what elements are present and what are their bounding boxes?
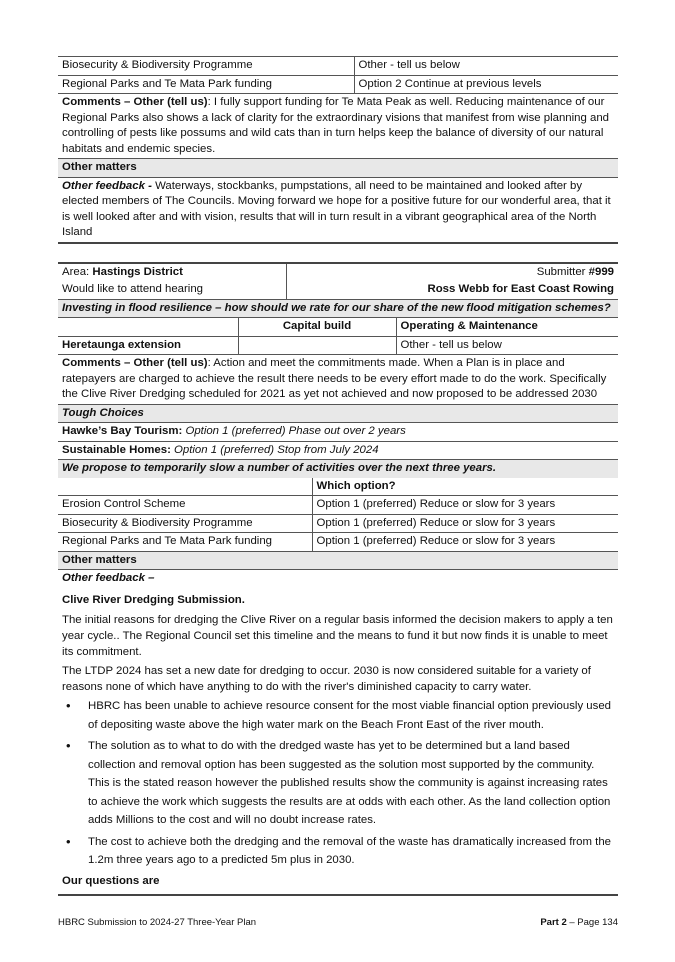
heretaunga-label: Heretaunga extension xyxy=(58,336,238,355)
other-matters-heading: Other matters xyxy=(58,552,618,571)
table-row xyxy=(58,57,618,76)
paragraph-2: The LTDP 2024 has set a new date for dredging to occur. 2030 is now considered suitable for a variety of reasons none of which have anything to do with the river's diminished capacity to carry water. xyxy=(62,665,591,693)
feedback-label: Other feedback - xyxy=(62,179,156,192)
capital-build-header: Capital build xyxy=(238,318,396,336)
empty-header-cell xyxy=(58,478,312,496)
comments-text: : Action and meet the commitments made. When a Plan is in place and ratepayers are charged to achieve the result there needs to be every effort made to do the work. Specifically the Clive River Dredging scheduled for 2021 as yet not achieved and now proposed to be addressed 2030 xyxy=(62,357,607,400)
table-row xyxy=(58,318,618,336)
list-item: • The solution as to what to do with the dredged waste has yet to be determined but a land based collection and removal option has been suggested as the solution most supported by the community. This is the stated reason however the published results show the community is against increasing rates to achieve the work which suggests the results are at odds with each other. As the land collection option adds Millions to the cost and will no doubt increase rates. xyxy=(88,737,614,830)
other-feedback-block xyxy=(58,178,618,244)
slow-question: We propose to temporarily slow a number of activities over the next three years. xyxy=(58,460,618,478)
activity-label: Biosecurity & Biodiversity Programme xyxy=(58,57,354,76)
comments-block xyxy=(58,94,618,159)
table-row xyxy=(58,336,618,355)
table-row xyxy=(58,478,618,496)
questions-heading: Our questions are xyxy=(62,874,160,887)
activity-label: Biosecurity & Biodiversity Programme xyxy=(58,514,312,533)
document-page xyxy=(58,56,618,896)
other-feedback-label: Other feedback – xyxy=(62,572,155,584)
other-matters-heading: Other matters xyxy=(58,159,618,178)
footer-title: HBRC Submission to 2024-27 Three-Year Plan xyxy=(58,917,257,928)
comments-block xyxy=(58,355,618,405)
issues-list xyxy=(62,697,614,870)
tourism-row xyxy=(58,423,618,442)
tough-choices-heading: Tough Choices xyxy=(58,405,618,424)
tourism-value: Option 1 (preferred) Phase out over 2 years xyxy=(185,425,406,437)
comments-text: : I fully support funding for Te Mata Peak as well. Reducing maintenance of our Regional Parks also shows a lack of clarity for the extraordinary visions that manifest from wise planning and controlling of pests like possums and wild cats than in turn helps keep the balance of diversity of our natural habitats and endemic species. xyxy=(62,96,610,155)
footer-page: – Page 134 xyxy=(566,917,618,928)
activity-option: Other - tell us below xyxy=(354,57,618,76)
footer-part: Part 2 xyxy=(540,917,567,928)
options-table-2 xyxy=(58,478,618,552)
submitter-cell xyxy=(286,263,618,282)
activity-option: Option 2 Continue at previous levels xyxy=(354,75,618,94)
flood-question: Investing in flood resilience – how should we rate for our share of the new flood mitigation schemes? xyxy=(58,300,618,319)
table-row xyxy=(58,263,618,282)
activity-label: Erosion Control Scheme xyxy=(58,496,312,515)
clive-heading: Clive River Dredging Submission. xyxy=(62,594,245,606)
table-row xyxy=(58,75,618,94)
tourism-label: Hawke’s Bay Tourism: xyxy=(62,425,186,437)
table-row xyxy=(58,514,618,533)
list-item: • The cost to achieve both the dredging and the removal of the waste has dramatically increased from the 1.2m three years ago to a predicted 5m plus in 2030. xyxy=(88,833,614,870)
submitter-name: Ross Webb for East Coast Rowing xyxy=(286,281,618,299)
area-cell xyxy=(58,263,286,282)
submitter-header xyxy=(58,262,618,300)
list-item: • HBRC has been unable to achieve resource consent for the most viable financial option previously used of depositing waste above the high water mark on the Beach Front East of the river mouth. xyxy=(88,697,614,734)
options-table-1 xyxy=(58,56,618,94)
comments-label: Comments – Other (tell us) xyxy=(62,357,208,369)
table-row xyxy=(58,496,618,515)
comments-label: Comments – Other (tell us) xyxy=(62,96,208,108)
paragraph-1: The initial reasons for dredging the Clive River on a regular basis informed the decision makers to apply a ten year cycle.. The Regional Council set this timeline and the means to fund it but now finds it is unable to meet its commitment. xyxy=(62,614,613,658)
area-label: Area: xyxy=(62,265,93,278)
flood-table xyxy=(58,318,618,355)
table-row xyxy=(58,533,618,552)
empty-header-cell xyxy=(58,318,238,336)
area-value: Hastings District xyxy=(92,265,183,278)
feedback-text: Waterways, stockbanks, pumpstations, all need to be maintained and looked after by elected members of The Councils. Moving forward we hope for a positive future for our wonderful area, that it is well looked after and with vision, results that will in turn result in a vibrant geographical area of the North Island xyxy=(62,179,611,238)
activity-option: Option 1 (preferred) Reduce or slow for 3 years xyxy=(312,514,618,533)
which-option-header: Which option? xyxy=(312,478,618,496)
homes-value: Option 1 (preferred) Stop from July 2024 xyxy=(174,443,379,456)
page-footer xyxy=(58,917,618,928)
homes-label: Sustainable Homes: xyxy=(62,443,175,456)
homes-row xyxy=(58,442,618,461)
activity-option: Option 1 (preferred) Reduce or slow for 3 years xyxy=(312,496,618,515)
hearing-status: Would like to attend hearing xyxy=(58,281,286,299)
submitter-number: #999 xyxy=(588,265,614,278)
activity-label: Regional Parks and Te Mata Park funding xyxy=(58,75,354,94)
submitter-label: Submitter xyxy=(536,265,589,278)
table-row xyxy=(58,281,618,299)
activity-option: Option 1 (preferred) Reduce or slow for 3 years xyxy=(312,533,618,552)
other-feedback-section xyxy=(58,570,618,896)
activity-label: Regional Parks and Te Mata Park funding xyxy=(58,533,312,552)
operating-header: Operating & Maintenance xyxy=(396,318,618,336)
page-number xyxy=(540,917,618,928)
heretaunga-capital xyxy=(238,336,396,355)
heretaunga-option: Other - tell us below xyxy=(396,336,618,355)
